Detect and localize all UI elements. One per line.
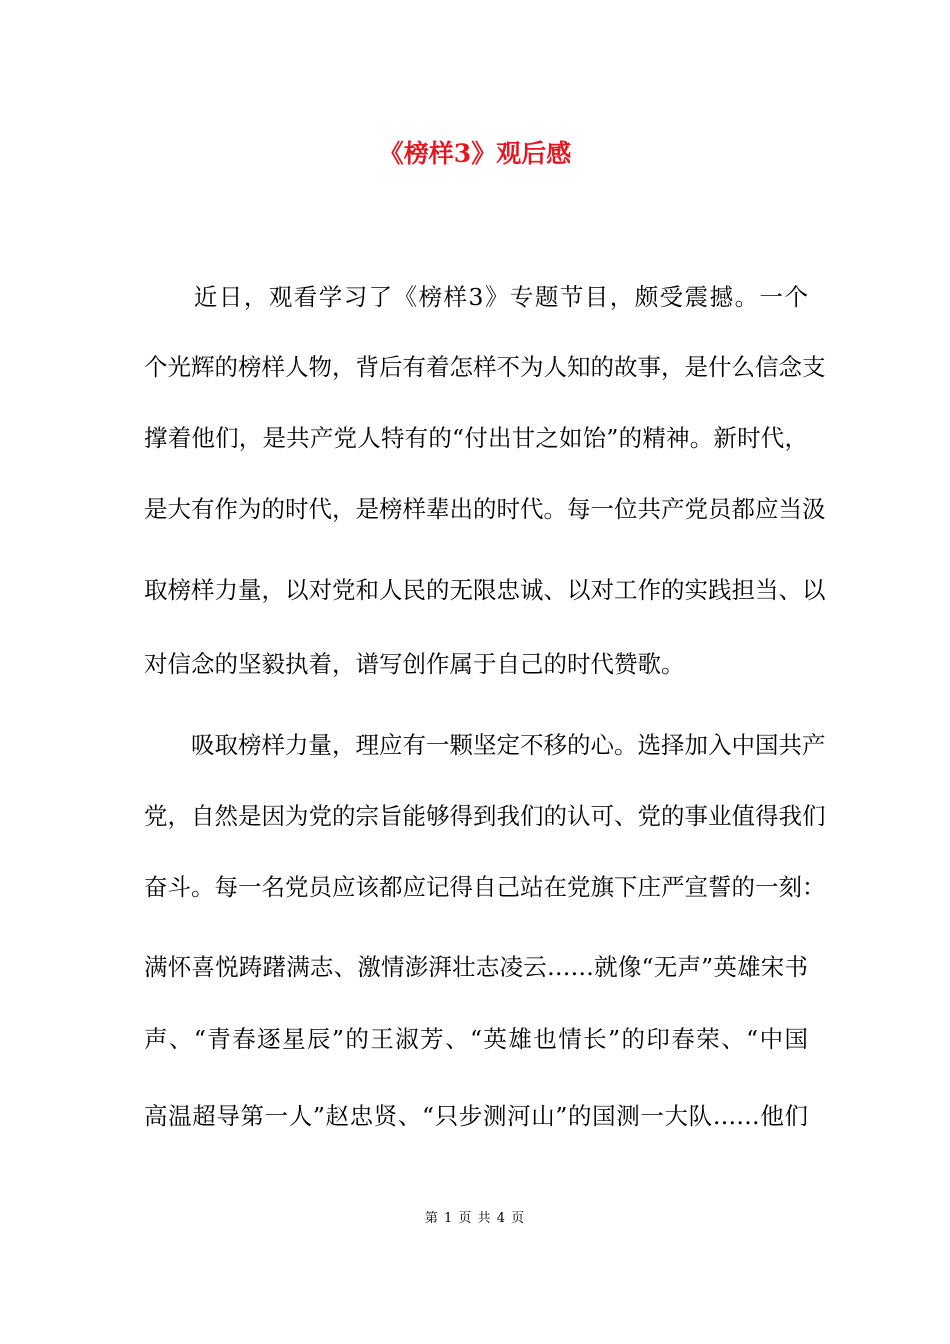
paragraph-line: 个光辉的榜样人物，背后有着怎样不为人知的故事，是什么信念支 [144, 353, 826, 381]
paragraph-line: 奋斗。每一名党员应该都应记得自己站在党旗下庄严宣誓的一刻： [144, 873, 826, 901]
paragraph-line: 对信念的坚毅执着，谱写创作属于自己的时代赞歌。 [144, 650, 685, 678]
paragraph-line: 党，自然是因为党的宗旨能够得到我们的认可、党的事业值得我们 [144, 802, 826, 830]
paragraph-line: 撑着他们，是共产党人特有的“付出甘之如饴”的精神。新时代， [144, 424, 808, 452]
paragraph-line: 取榜样力量，以对党和人民的无限忠诚、以对工作的实践担当、以 [144, 576, 826, 604]
paragraph-line: 高温超导第一人”赵忠贤、“只步测河山”的国测一大队……他们 [144, 1102, 808, 1130]
paragraph-line: 满怀喜悦踌躇满志、激情澎湃壮志凌云……就像“无声”英雄宋书 [144, 953, 808, 981]
paragraph-line: 吸取榜样力量，理应有一颗坚定不移的心。选择加入中国共产 [144, 731, 826, 759]
page-number-footer: 第 1 页 共 4 页 [424, 1211, 526, 1226]
paragraph-line: 近日，观看学习了《榜样3》专题节目，颇受震撼。一个 [144, 283, 808, 311]
paragraph-line: 声、“青春逐星辰”的王淑芳、“英雄也情长”的印春荣、“中国 [144, 1025, 808, 1053]
paragraph-line: 是大有作为的时代，是榜样辈出的时代。每一位共产党员都应当汲 [144, 495, 826, 523]
document-title: 《榜样3》观后感 [378, 139, 572, 168]
